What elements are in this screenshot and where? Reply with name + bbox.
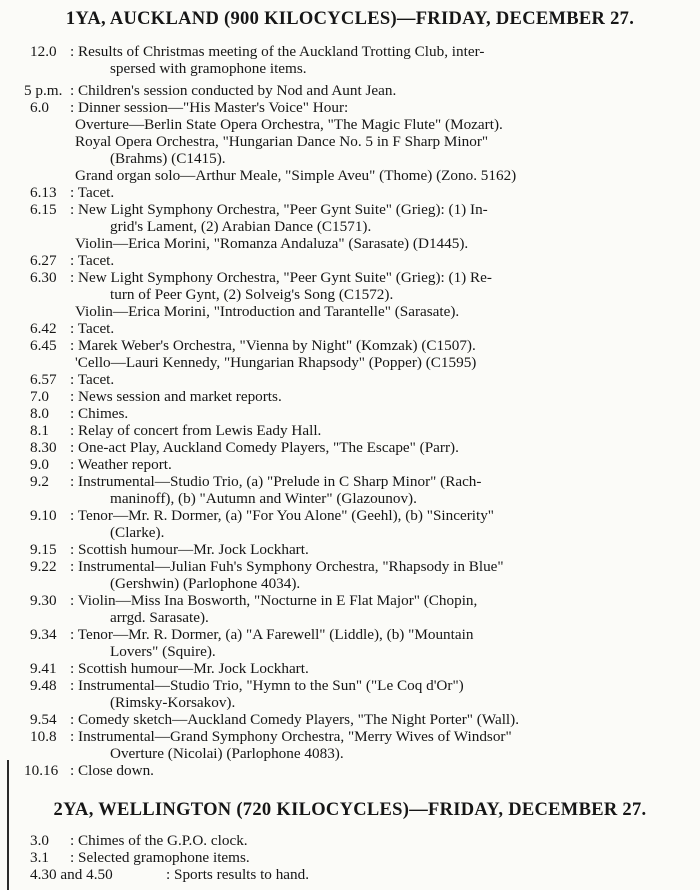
entry-description: : Chimes of the G.P.O. clock. [70, 832, 248, 849]
entry-time: 12.0 [30, 43, 57, 60]
entry-time: 9.15 [30, 541, 57, 558]
entry-time: 9.41 [30, 660, 57, 677]
entry-description: : Violin—Miss Ina Bosworth, "Nocturne in E Flat Major" (Chopin, [70, 592, 478, 609]
entry-time: 6.57 [30, 371, 57, 388]
entry-time: 6.30 [30, 269, 57, 286]
entry-time: 7.0 [30, 388, 49, 405]
entry-description: : Children's session conducted by Nod and Aunt Jean. [70, 82, 397, 99]
entry-description: : Instrumental—Studio Trio, "Hymn to the Sun" ("Le Coq d'Or") [70, 677, 464, 694]
entry-continuation: Violin—Erica Morini, "Romanza Andaluza" (Sarasate) (D1445). [75, 235, 469, 252]
entry-continuation: maninoff), (b) "Autumn and Winter" (Glazounov). [110, 490, 417, 507]
entry-continuation: grid's Lament, (2) Arabian Dance (C1571). [110, 218, 372, 235]
entry-description: : Tacet. [70, 371, 115, 388]
entry-description: : Comedy sketch—Auckland Comedy Players, "The Night Porter" (Wall). [70, 711, 519, 728]
entry-description: : Tacet. [70, 184, 115, 201]
entry-description: : Instrumental—Julian Fuh's Symphony Orchestra, "Rhapsody in Blue" [70, 558, 504, 575]
entry-time: 6.0 [30, 99, 49, 116]
entry-description: : Results of Christmas meeting of the Auckland Trotting Club, inter- [70, 43, 485, 60]
entry-time: 9.10 [30, 507, 57, 524]
entry-time: 3.0 [30, 832, 49, 849]
entry-description: : Chimes. [70, 405, 129, 422]
entry-continuation: spersed with gramophone items. [110, 60, 307, 77]
entry-time: 8.30 [30, 439, 57, 456]
entry-time: 6.15 [30, 201, 57, 218]
entry-description: : One-act Play, Auckland Comedy Players, "The Escape" (Parr). [70, 439, 459, 456]
entry-continuation: Overture—Berlin State Opera Orchestra, "The Magic Flute" (Mozart). [75, 116, 503, 133]
entry-time: 6.42 [30, 320, 57, 337]
entry-description: : Weather report. [70, 456, 172, 473]
entry-description: : Tacet. [70, 252, 115, 269]
entry-time: 9.0 [30, 456, 49, 473]
entry-time: 3.1 [30, 849, 49, 866]
entry-description: : Tacet. [70, 320, 115, 337]
entry-description: : New Light Symphony Orchestra, "Peer Gynt Suite" (Grieg): (1) Re- [70, 269, 492, 286]
entry-time: 4.30 and 4.50 [30, 866, 113, 883]
entry-description: : Sports results to hand. [166, 866, 310, 883]
margin-rule [7, 760, 9, 890]
entry-time: 8.0 [30, 405, 49, 422]
entry-time: 10.8 [30, 728, 57, 745]
entry-description: : Close down. [70, 762, 154, 779]
entry-time: 6.45 [30, 337, 57, 354]
entry-continuation: (Gershwin) (Parlophone 4034). [110, 575, 301, 592]
station-heading-1ya: 1YA, AUCKLAND (900 KILOCYCLES)—FRIDAY, DECEMBER 27. [65, 9, 635, 29]
entry-description: : News session and market reports. [70, 388, 282, 405]
entry-time: 6.13 [30, 184, 57, 201]
entry-continuation: (Clarke). [110, 524, 165, 541]
entry-time: 6.27 [30, 252, 57, 269]
entry-time: 5 p.m. [24, 82, 63, 99]
entry-time: 8.1 [30, 422, 49, 439]
entry-continuation: (Rimsky-Korsakov). [110, 694, 236, 711]
entry-description: : Tenor—Mr. R. Dormer, (a) "For You Alone" (Geehl), (b) "Sincerity" [70, 507, 494, 524]
entry-continuation: Violin—Erica Morini, "Introduction and Tarantelle" (Sarasate). [75, 303, 460, 320]
entry-continuation: 'Cello—Lauri Kennedy, "Hungarian Rhapsody" (Popper) (C1595) [75, 354, 477, 371]
entry-continuation: turn of Peer Gynt, (2) Solveig's Song (C1572). [110, 286, 394, 303]
entry-description: : Selected gramophone items. [70, 849, 250, 866]
entry-description: : New Light Symphony Orchestra, "Peer Gynt Suite" (Grieg): (1) In- [70, 201, 488, 218]
entry-time: 9.48 [30, 677, 57, 694]
entry-continuation: Overture (Nicolai) (Parlophone 4083). [110, 745, 344, 762]
entry-description: : Instrumental—Studio Trio, (a) "Prelude in C Sharp Minor" (Rach- [70, 473, 482, 490]
station-heading-2ya: 2YA, WELLINGTON (720 KILOCYCLES)—FRIDAY, DECEMBER 27. [53, 800, 647, 820]
entry-continuation: Royal Opera Orchestra, "Hungarian Dance No. 5 in F Sharp Minor" [75, 133, 489, 150]
entry-continuation: arrgd. Sarasate). [110, 609, 209, 626]
entry-time: 9.22 [30, 558, 57, 575]
entry-description: : Relay of concert from Lewis Eady Hall. [70, 422, 322, 439]
entry-time: 9.54 [30, 711, 57, 728]
entry-time: 9.34 [30, 626, 57, 643]
entry-continuation: (Brahms) (C1415). [110, 150, 226, 167]
entry-description: : Marek Weber's Orchestra, "Vienna by Night" (Komzak) (C1507). [70, 337, 476, 354]
entry-description: : Scottish humour—Mr. Jock Lockhart. [70, 541, 309, 558]
entry-time: 9.2 [30, 473, 49, 490]
entry-description: : Scottish humour—Mr. Jock Lockhart. [70, 660, 309, 677]
entry-description: : Instrumental—Grand Symphony Orchestra, "Merry Wives of Windsor" [70, 728, 512, 745]
entry-description: : Dinner session—"His Master's Voice" Hour: [70, 99, 349, 116]
entry-description: : Tenor—Mr. R. Dormer, (a) "A Farewell" (Liddle), (b) "Mountain [70, 626, 474, 643]
entry-time: 10.16 [24, 762, 59, 779]
entry-continuation: Grand organ solo—Arthur Meale, "Simple Aveu" (Thome) (Zono. 5162) [75, 167, 517, 184]
entry-time: 9.30 [30, 592, 57, 609]
entry-continuation: Lovers" (Squire). [110, 643, 216, 660]
